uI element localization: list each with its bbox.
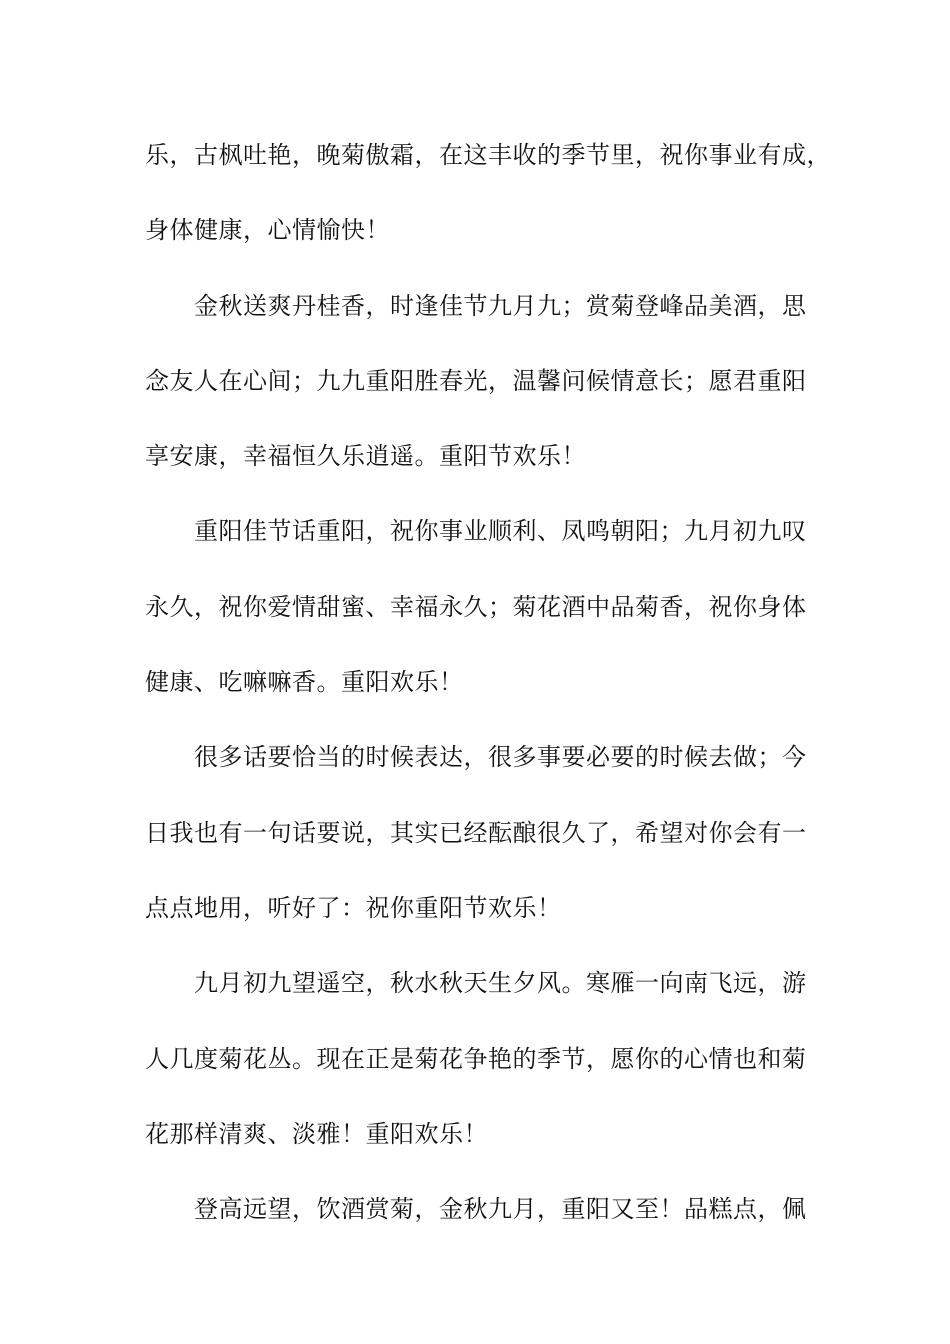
- text-line: 人几度菊花丛。现在正是菊花争艳的季节，愿你的心情也和菊: [145, 1044, 807, 1073]
- text-line: 永久，祝你爱情甜蜜、幸福永久；菊花酒中品菊香，祝你身体: [145, 592, 807, 621]
- paragraph-first-line: 九月初九望遥空，秋水秋天生夕风。寒雁一向南飞远，游: [194, 969, 807, 998]
- text-line: 念友人在心间；九九重阳胜春光，温馨问候情意长；愿君重阳: [145, 366, 807, 395]
- paragraph-first-line: 重阳佳节话重阳，祝你事业顺利、凤鸣朝阳；九月初九叹: [194, 517, 807, 546]
- text-line: 乐，古枫吐艳，晚菊傲霜，在这丰收的季节里，祝你事业有成，: [145, 141, 831, 169]
- text-line: 享安康，幸福恒久乐逍遥。重阳节欢乐！: [145, 442, 586, 471]
- text-line: 健康、吃嘛嘛香。重阳欢乐！: [145, 668, 464, 697]
- document-body: [145, 118, 831, 1247]
- text-line: 身体健康，心情愉快！: [145, 216, 390, 245]
- text-line: 点点地用，听好了：祝你重阳节欢乐！: [145, 893, 562, 922]
- paragraph-first-line: 金秋送爽丹桂香，时逢佳节九月九；赏菊登峰品美酒，思: [194, 291, 807, 320]
- text-line: 花那样清爽、淡雅！重阳欢乐！: [145, 1119, 488, 1148]
- paragraph-first-line: 登高远望，饮酒赏菊，金秋九月，重阳又至！品糕点，佩: [194, 1195, 807, 1224]
- text-line: 日我也有一句话要说，其实已经酝酿很久了，希望对你会有一: [145, 818, 807, 847]
- paragraph-first-line: 很多话要恰当的时候表达，很多事要必要的时候去做；今: [194, 743, 807, 772]
